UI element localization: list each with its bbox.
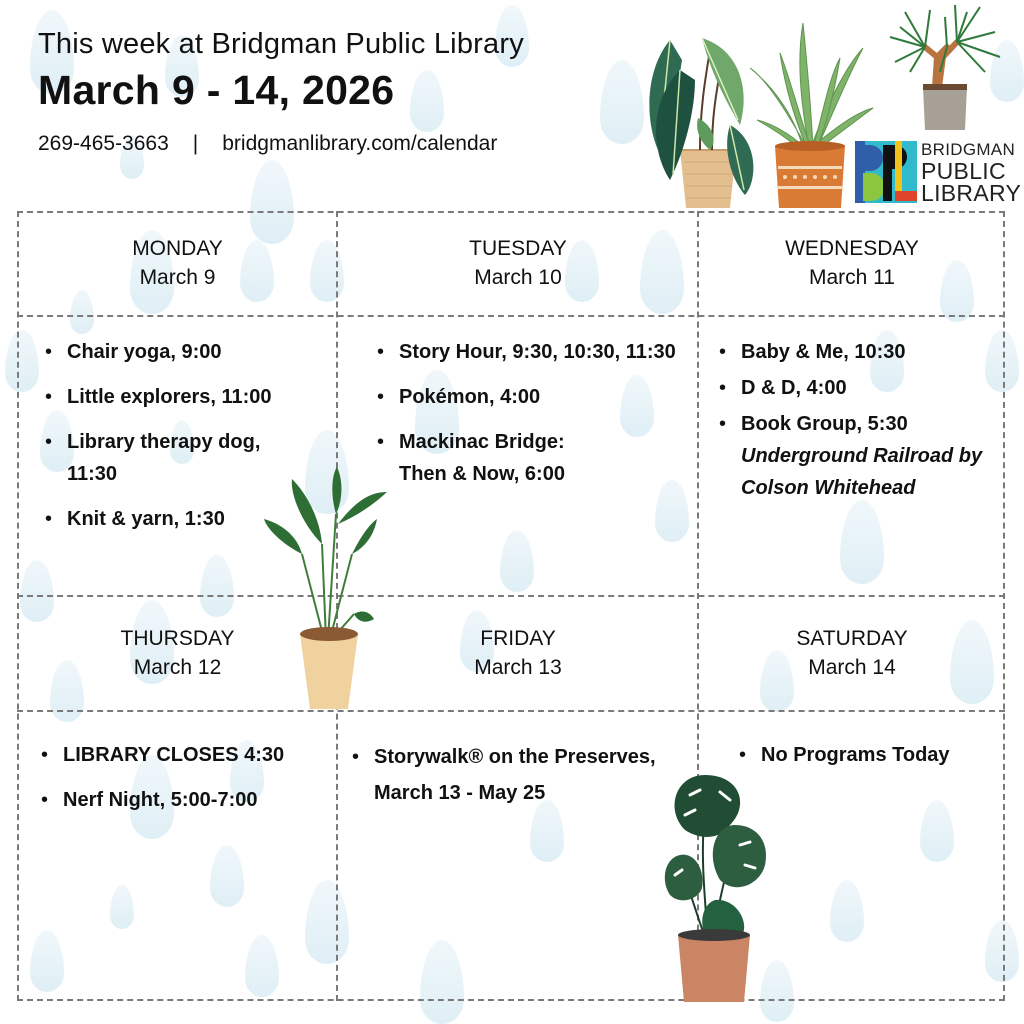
event-list-friday (352, 739, 697, 824)
day-header-monday (19, 234, 336, 292)
day-date: March 9 (139, 266, 216, 289)
day-header-saturday (699, 624, 1005, 682)
ponytail-palm-icon (885, 2, 1010, 132)
day-name: FRIDAY (480, 627, 556, 650)
event-list-thursday (41, 739, 331, 829)
event-list-saturday (739, 739, 999, 784)
day-name: THURSDAY (120, 627, 235, 650)
header (38, 28, 524, 156)
bird-of-paradise-plant-icon (262, 464, 392, 714)
day-name: TUESDAY (469, 237, 567, 260)
event-item: • Story Hour, 9:30, 10:30, 11:30 (377, 336, 677, 368)
library-logo (855, 140, 1021, 204)
logo-line-2: PUBLIC (921, 158, 1006, 184)
day-name: SATURDAY (796, 627, 908, 650)
phone-number: 269-465-3663 (38, 132, 169, 155)
day-date: March 11 (809, 266, 895, 289)
bpl-logo-icon (855, 141, 917, 203)
event-item: • Nerf Night, 5:00-7:00 (41, 784, 331, 816)
event-title: Book Group, 5:30 (741, 413, 908, 435)
contact-line (38, 132, 524, 156)
calendar-website-link[interactable]: bridgmanlibrary.com/calendar (222, 132, 498, 155)
day-header-tuesday (338, 234, 698, 292)
event-item: • Pokémon, 4:00 (377, 381, 677, 413)
event-item: • No Programs Today (739, 739, 999, 771)
page-subtitle: This week at Bridgman Public Library (38, 28, 524, 60)
event-item: • Library therapy dog, 11:30 (45, 426, 315, 490)
calendar-grid (17, 211, 1005, 1001)
event-item: • D & D, 4:00 (719, 372, 999, 404)
day-header-wednesday (699, 234, 1005, 292)
day-name: WEDNESDAY (785, 237, 919, 260)
event-item: • LIBRARY CLOSES 4:30 (41, 739, 331, 771)
event-list-wednesday (719, 336, 999, 508)
day-date: March 12 (133, 656, 222, 679)
logo-wordmark (921, 140, 1021, 204)
event-item: • Storywalk® on the Preserves, March 13 - May 25 (352, 739, 697, 811)
contact-separator: | (192, 132, 199, 155)
event-item: • Knit & yarn, 1:30 (45, 503, 315, 535)
page-title: March 9 - 14, 2026 (38, 67, 395, 113)
book-title-note: Underground Railroad by Colson Whitehead (741, 445, 983, 499)
monstera-plant-icon (660, 770, 775, 1005)
event-item: • Chair yoga, 9:00 (45, 336, 315, 368)
day-name: MONDAY (132, 237, 223, 260)
event-item (719, 408, 999, 504)
day-date: March 10 (474, 266, 562, 289)
event-item: • Little explorers, 11:00 (45, 381, 315, 413)
event-list-tuesday (377, 336, 677, 503)
day-date: March 14 (808, 656, 896, 679)
day-header-friday (338, 624, 698, 682)
event-item: • Mackinac Bridge: Then & Now, 6:00 (377, 426, 599, 490)
event-item: • Baby & Me, 10:30 (719, 336, 999, 368)
logo-line-1: BRIDGMAN (921, 140, 1016, 159)
alocasia-plant-icon (640, 30, 760, 212)
logo-line-3: LIBRARY (921, 180, 1022, 206)
day-date: March 13 (474, 656, 562, 679)
